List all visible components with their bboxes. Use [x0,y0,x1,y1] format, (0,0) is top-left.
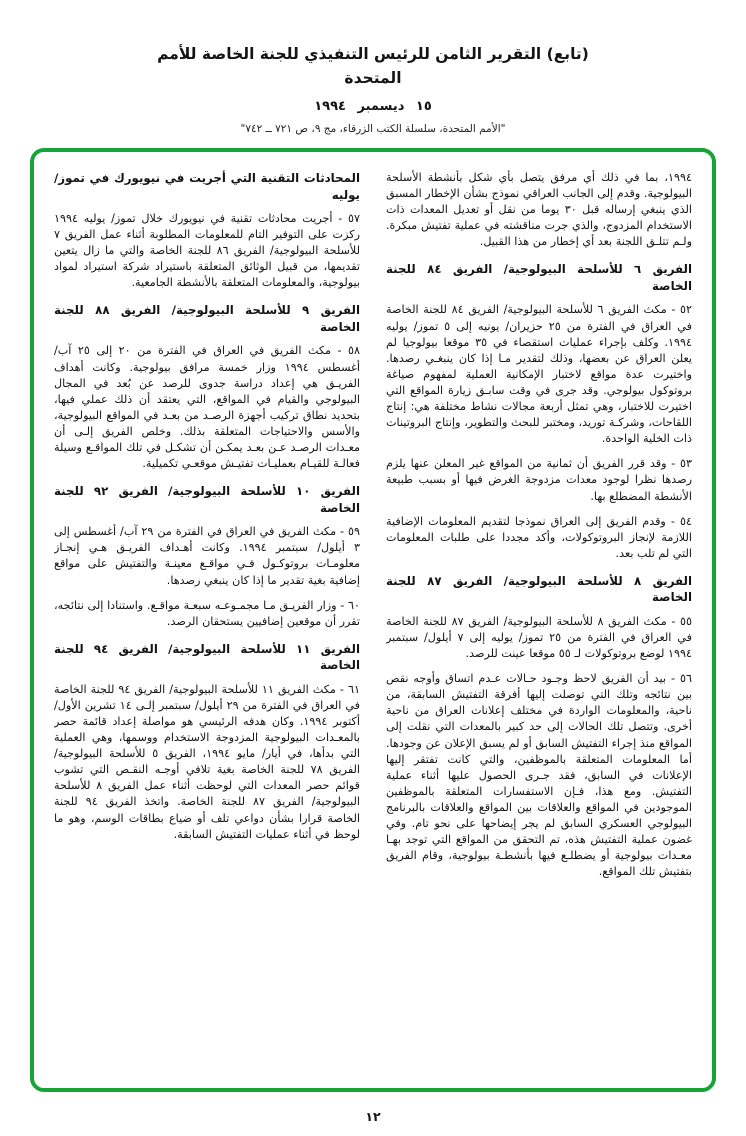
section-heading-team10: الفريق ١٠ للأسلحة البيولوجية/ الفريق ٩٢ للجنة الخاصة [54,484,360,515]
paragraph-60: ٦٠ - وزار الفريـق مـا مجمـوعـه سبعـة مواقـع. واستنادا إلى نتائجه، تقرر أن موقعين إضافيين يستحقان الرصد. [54,598,360,628]
column-right [386,170,692,1072]
paragraph-59: ٥٩ - مكث الفريق في العراق في الفترة من ٢٩ آب/ أغسطس إلى ٣ أيلول/ سبتمبر ١٩٩٤. وكانت أهـداف الفريـق هـي إنجـاز معلومـات بروتوكـول فـي مواقـع معينـة والتفتيش على مواقع إضافية بغية تقدير ما إذا كان ينبغي رصدها. [54,525,360,587]
bordered-content-frame [30,148,716,1092]
section-heading-team8: الفريق ٨ للأسلحة البيولوجية/ الفريق ٨٧ للجنة الخاصة [386,573,692,605]
paragraph-continuation: ١٩٩٤، بما في ذلك أي مرفق يتصل بأي شكل بأنشطة الأسلحة البيولوجية. وقدم إلى الجانب العراقي نموذج بشأن الإخطار المسبق الذي ينبغي إرساله قبل ٣٠ يوما من نقل أو تعديل المعدات ذات الاستخدام المزدوج، والذي جرت مناقشته في عملية تفتيش مبكرة. ولـم تتلـق اللجنة بعد أي إخطار من هذا القبيل. [386,171,692,249]
section-heading-team11: الفريق ١١ للأسلحة البيولوجية/ الفريق ٩٤ للجنة الخاصة [54,641,360,673]
paragraph-57: ٥٧ - أجريت محادثات تقنية في نيويورك خلال تموز/ يوليه ١٩٩٤ ركزت على التوفير التام للمعلومات المطلوبة أثناء عمل الفريق ٧ للأسلحة البيولوجية/ الفريق ٨٦ للجنة الخاصة والتي ما زال يتعين تقديمها، من قبيل الوثائق المتعلقة باستيراد شركة استيراد لمواد بيولوجية، والمعلومات المتعلقة بالأنشطة الجامعية. [54,212,360,290]
paragraph-56: ٥٦ - بيد أن الفريق لاحظ وجـود حـالات عـدم اتساق وأوجه نقص بين نتائجه وتلك التي توصلت إليها أفرقة التفتيش السابقة، من ناحية، والمعلومات الواردة في مختلف إعلانات العراق من ناحية أخرى. وتتصل تلك الحالات إلى حد كبير بالمعدات التي نقلت إلى المواقع منذ إجراء التفتيش السابق أو لم يسبق الإعلان عن وجودها. أما المعلومات المتعلقة بالموظفين، والتي كانت تفتقر إليها الإعلانات في السابق، فقد جـرى الحصول عليها أثناء عملية التفتيش. ومع هذا، فـإن الاستفسارات المتعلقة بالموظفين الموجودين في المواقع والعلاقات بين المواقع والعلاقات بالبرنامج البيولوجي العسكري السابق لم يجر إيضاحها على نحو تام. وفي غضون عملية التفتيش هذه، تم التحقق من المواقع التي توجد بهـا معـدات بيولوجية أو يضطلـع فيها بأنشطـة بيولوجية، وقام الفريق بتفتيش تلك المواقع. [386,672,692,879]
section-heading-team6: الفريق ٦ للأسلحة البيولوجية/ الفريق ٨٤ للجنة الخاصة [386,262,692,293]
paragraph-52: ٥٢ - مكث الفريق ٦ للأسلحة البيولوجية/ الفريق ٨٤ للجنة الخاصة في العراق في الفترة من ٢٥ حزيران/ يونيه إلى ٥ تموز/ يوليه ١٩٩٤. وكلف بإجراء عمليات استقصاء في ٣٥ موقعا بيولوجيا لم يعلن العراق عن بعضها، وذلك لتقدير مـا إذا كان ينبغـي رصدها. واختيرت عدة مواقع لاختبار الإمكانية العملية لمفهوم صياغة بروتوكول بيولوجي. وقد جرى في وقت سابـق زيارة المواقع التي اختيرت للاختبار، وهي تمثل أربعة مجالات نشاط مختلفة هي: إنتاج اللقاحات، وشركـة توريد، ومختبر للبحث والتطوير، وإنتاج البروتينات ذات الخلية الواحدة. [386,303,692,446]
page-number: ١٢ [365,1109,381,1124]
document-title-line1: (تابع) التقرير الثامن للرئيس التنفيذي للجنة الخاصة للأمم [157,45,589,63]
document-date: ١٥ ديسمبر ١٩٩٤ [314,99,432,115]
two-column-layout [54,170,692,1072]
section-heading-team9: الفريق ٩ للأسلحة البيولوجية/ الفريق ٨٨ للجنة الخاصة [54,303,360,334]
document-header [0,0,746,135]
paragraph-58: ٥٨ - مكث الفريق في العراق في الفترة من ٢٠ إلى ٢٥ آب/ أغسطس ١٩٩٤ وزار خمسة مرافق بيولوجية. وكانت أهداف الفريـق هي إعداد دراسة جدوى للرصد عن بُعد في المجال البيولوجي والقيام في المواقع، التي يعتقد أن ذلك عملي فيها، بتحديد نطاق تركيب أجهزة الرصـد من بعـد في المواقع البيولوجية، والأسس والاحتياجات المتعلقة بذلك. وخلص الفريق إلـى أن معـدات الرصـد عـن بعـد يمكـن أن تشكـل في تلك المواقـع وسيلة فعالـة للقيـام بعمليـات تفتيـش موقعـي تكميلية. [54,344,360,471]
paragraph-61: ٦١ - مكث الفريق ١١ للأسلحة البيولوجية/ الفريق ٩٤ للجنة الخاصة في العراق في الفترة من ٢٩ أيلول/ سبتمبر إلـى ١٤ تشرين الأول/ أكتوبر ١٩٩٤. وكان هدفه الرئيسي هو مواصلة إعداد قائمة حصر بالمعـدات البيولوجية المزدوجة الاستخدام ووسمها، وهي العملية التي بدأها، في أيار/ مايو ١٩٩٤، الفريق ٥ للأسلحة البيولوجية/ الفريق ٧٨ للجنة الخاصة بغية تلافي أوجـه النقـص التي تشوب قوائم حصر المعدات التي لوحظت أثناء عمل الفريق ٨ للأسلحة البيولوجية/ الفريق ٨٧ للجنة الخاصة. واتخذ الفريق ٩٤ للجنة الخاصة قرارا بشأن دواعي تلف أو ضياع بطاقات الوسم، وهو ما لوحظ في أثناء عمليات التفتيش السابقة. [54,682,360,841]
paragraph-54: ٥٤ - وقدم الفريق إلى العراق نموذجا لتقديم المعلومات الإضافية اللازمة لإنجاز البروتوكولات، وأكد مجددا على طلبات المعلومات التي لم تلب بعد. [386,514,692,560]
document-source-citation: "الأمم المتحدة، سلسلة الكتب الزرقاء، مج ٩، ص ٧٢١ ــ ٧٤٢" [240,123,506,136]
section-heading-technical-talks: المحادثات التقنية التي أجريت في نيويورك في تموز/ يوليه [54,171,360,202]
document-title-line2: المتحدة [344,69,402,88]
column-left [54,170,360,1072]
document-title [93,42,653,90]
paragraph-55: ٥٥ - مكث الفريق ٨ للأسلحة البيولوجية/ الفريق ٨٧ للجنة الخاصة في العراق في الفترة من ٢٥ تموز/ يوليه إلى ٧ أيلول/ سبتمبر ١٩٩٤ لوضع بروتوكولات لـ ٥٥ موقعا عينت للرصد. [386,614,692,661]
paragraph-53: ٥٣ - وقد قرر الفريق أن ثمانية من المواقع غير المعلن عنها يلزم رصدها نظرا لوجود معدات مزدوجة الغرض فيها أو بسبب طبيعة الأنشطة المضطلع بها. [386,457,692,503]
